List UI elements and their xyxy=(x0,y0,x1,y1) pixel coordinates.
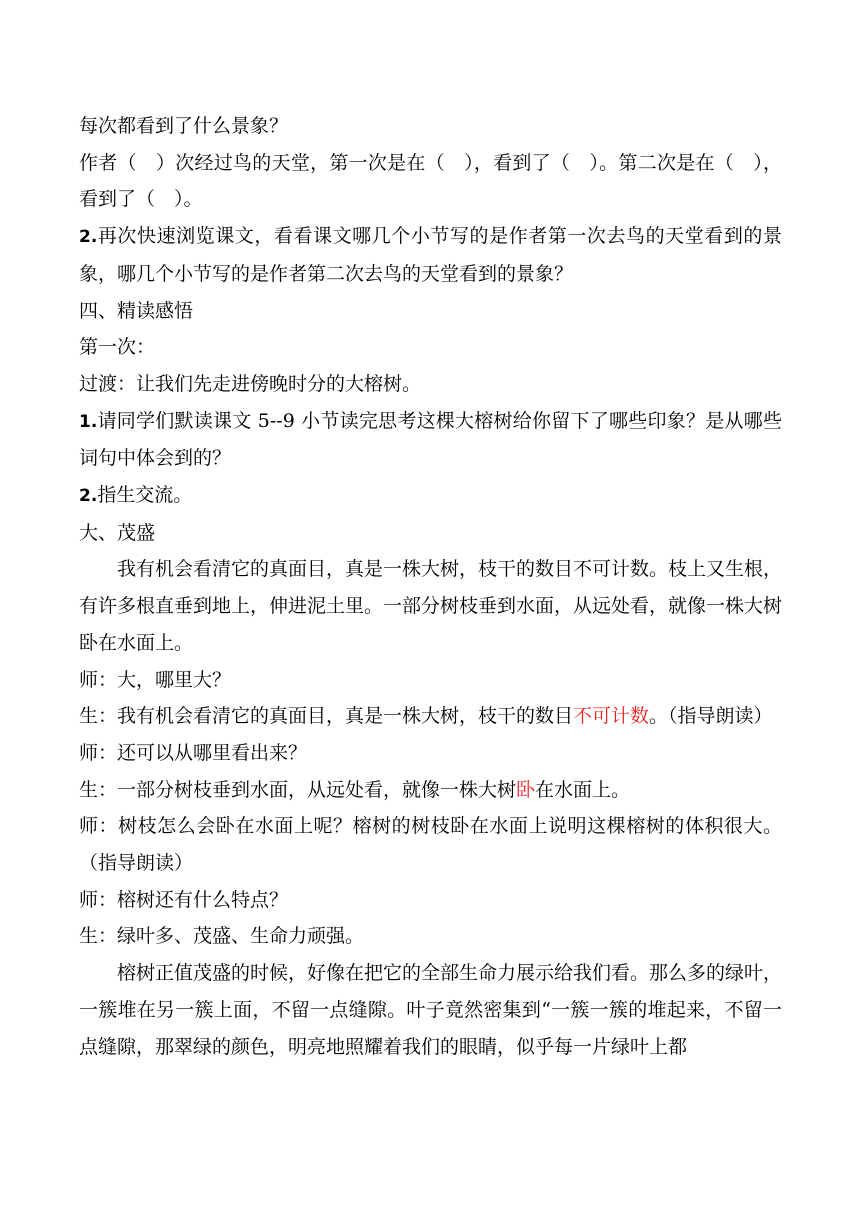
subheading-big-lush: 大、茂盛 xyxy=(79,521,156,544)
list-number: 2. xyxy=(79,227,98,248)
dialogue-student-3: 生：绿叶多、茂盛、生命力顽强。 xyxy=(79,925,365,948)
paragraph-transition: 过渡：让我们先走进傍晚时分的大榕树。 xyxy=(79,372,422,395)
dialogue-teacher-4: 师：榕树还有什么特点？ xyxy=(79,888,289,911)
paragraph-fill-blanks: 作者（ ）次经过鸟的天堂，第一次是在（ ），看到了（ ）。第二次是在（ ），看到了（ ）。 xyxy=(79,151,782,211)
dialogue-text: 在水面上。 xyxy=(535,778,631,801)
paragraph-text: 再次快速浏览课文，看看课文哪几个小节写的是作者第一次去鸟的天堂看到的景象，哪几个小节写的是作者第二次去鸟的天堂看到的景象？ xyxy=(79,225,782,285)
paragraph-quote-2: 榕树正值茂盛的时候，好像在把它的全部生命力展示给我们看。那么多的绿叶，一簇堆在另一簇上面，不留一点缝隙。叶子竟然密集到“一簇一簇的堆起来，不留一点缝隙，那翠绿的颜色，明亮地照耀着我们的眼睛，似乎每一片绿叶上都 xyxy=(79,962,783,1058)
paragraph-instruction-1 xyxy=(79,403,782,477)
highlighted-phrase: 不可计数 xyxy=(573,705,650,728)
paragraph-instruction-2 xyxy=(79,477,782,515)
subheading-first-visit: 第一次： xyxy=(79,336,156,359)
dialogue-teacher-3: 师：树枝怎么会卧在水面上呢？榕树的树枝卧在水面上说明这棵榕树的体积很大。（指导朗读） xyxy=(79,815,782,875)
list-number: 1. xyxy=(79,411,98,432)
paragraph-question-end: 每次都看到了什么景象？ xyxy=(79,115,289,137)
list-number: 2. xyxy=(79,486,98,507)
paragraph-text: 指生交流。 xyxy=(97,484,193,507)
document-page xyxy=(79,108,782,1065)
dialogue-student-2 xyxy=(79,772,782,809)
dialogue-text: 生：我有机会看清它的真面目，真是一株大树，枝干的数目 xyxy=(79,705,574,728)
dialogue-text: 。（指导朗读） xyxy=(649,705,773,728)
paragraph-text: 请同学们默读课文 5--9 小节读完思考这棵大榕树给你留下了哪些印象？是从哪些词句中体会到的？ xyxy=(79,409,782,470)
dialogue-teacher-1: 师：大，哪里大？ xyxy=(79,668,232,691)
highlighted-word: 卧 xyxy=(516,778,536,801)
dialogue-student-1 xyxy=(79,698,782,735)
paragraph-quote-1: 我有机会看清它的真面目，真是一株大树，枝干的数目不可计数。枝上又生根，有许多根直垂到地上，伸进泥土里。一部分树枝垂到水面，从远处看，就像一株大树卧在水面上。 xyxy=(79,558,783,654)
paragraph-task-2 xyxy=(79,218,782,292)
section-heading: 四、精读感悟 xyxy=(79,299,194,322)
dialogue-text: 生：一部分树枝垂到水面，从远处看，就像一株大树 xyxy=(79,778,517,801)
dialogue-teacher-2: 师：还可以从哪里看出来？ xyxy=(79,741,308,764)
